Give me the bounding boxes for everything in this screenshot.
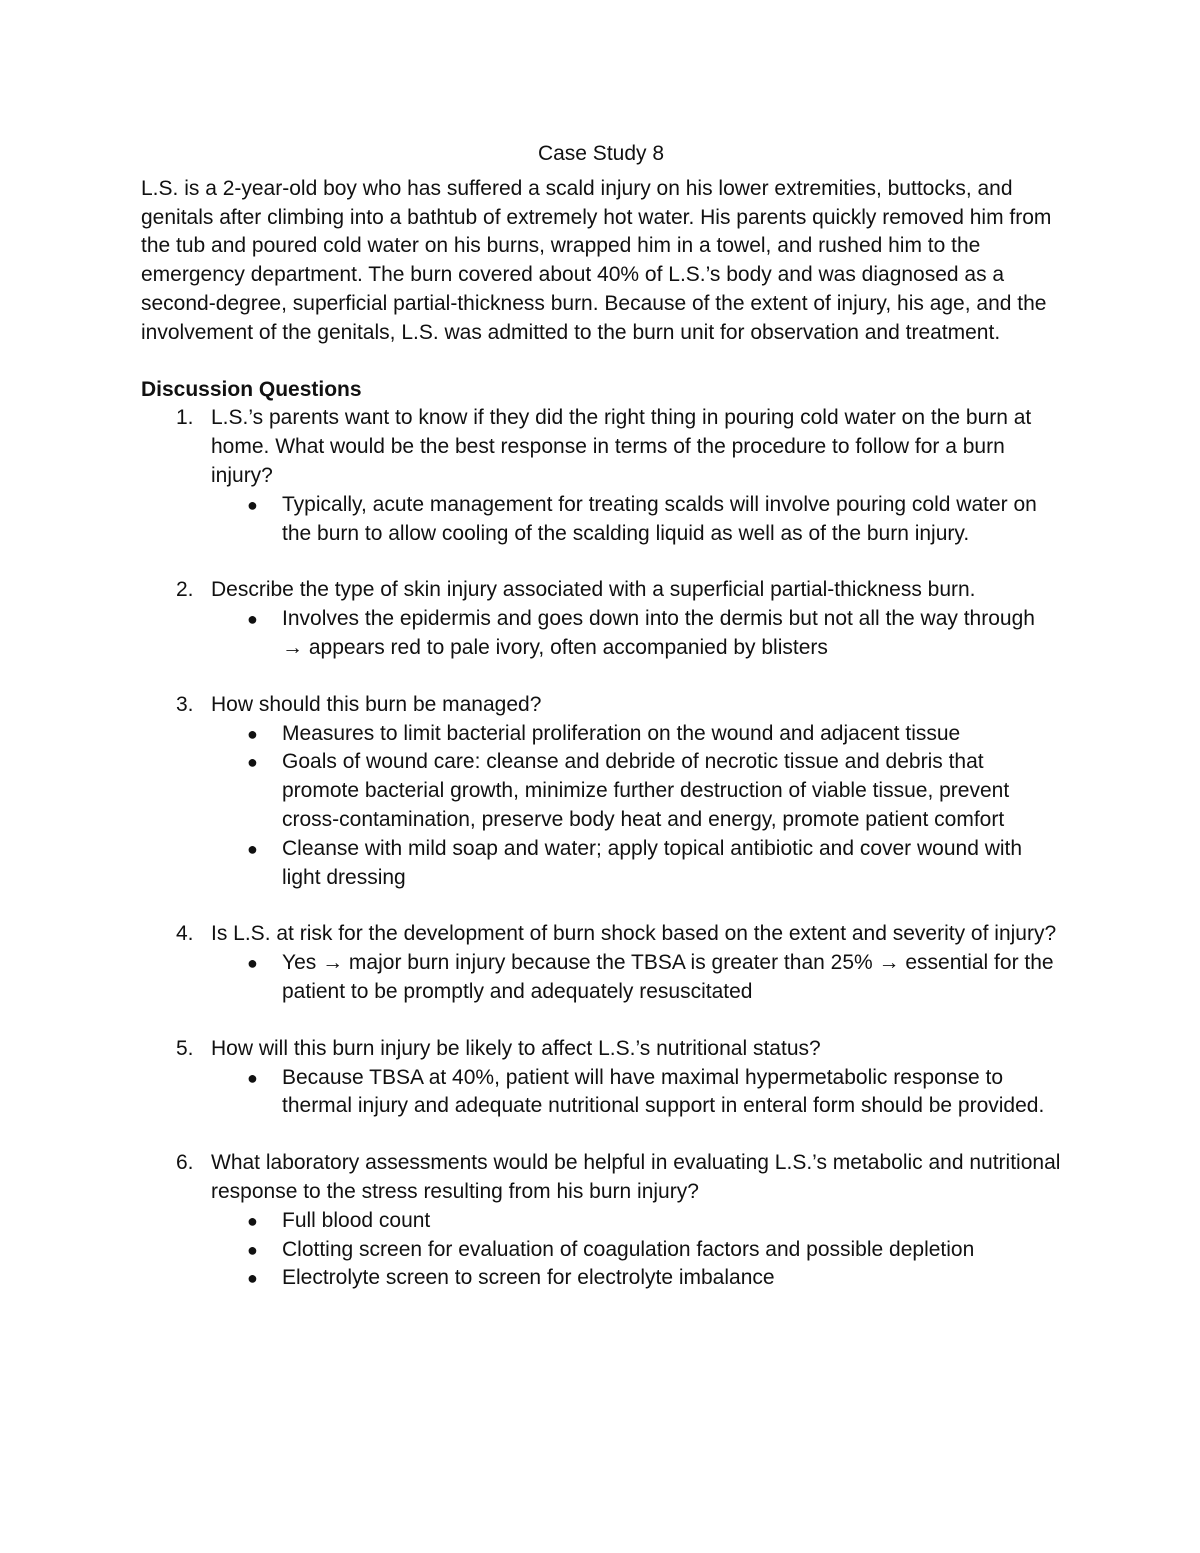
bullet-icon: ● [247,838,258,859]
bullet-icon: ● [247,1210,258,1231]
question-text: How should this burn be managed? [211,692,542,716]
answer-item [211,720,1061,749]
answer-text: Typically, acute management for treating scalds will involve pouring cold water on the burn to allow cooling of the scalding liquid as well as of the burn injury. [282,492,1037,545]
question-number: 6. [176,1151,194,1175]
bullet-icon: ● [247,1239,258,1260]
question-item [141,1149,1061,1293]
answer-item [211,1236,1061,1265]
question-number: 3. [176,692,194,716]
answer-text: Clotting screen for evaluation of coagulation factors and possible depletion [282,1237,975,1261]
document-page [141,140,1061,1293]
question-item [141,1035,1061,1121]
answer-item [211,1064,1061,1122]
question-number: 5. [176,1036,194,1060]
questions-list [141,404,1061,1293]
answer-item [211,1264,1061,1293]
answer-text: Measures to limit bacterial proliferation on the wound and adjacent tissue [282,721,961,745]
answer-list [211,1207,1061,1293]
answer-text: Because TBSA at 40%, patient will have maximal hypermetabolic response to thermal injury and adequate nutritional support in enteral form should be provided. [282,1065,1045,1118]
question-item [141,691,1061,893]
answer-item [211,491,1061,549]
question-number: 4. [176,922,194,946]
page-title: Case Study 8 [537,142,665,165]
answer-item [211,748,1061,834]
answer-text: Electrolyte screen to screen for electrolyte imbalance [282,1266,775,1290]
question-item [141,404,1061,548]
bullet-icon: ● [247,494,258,515]
question-text: How will this burn injury be likely to affect L.S.’s nutritional status? [211,1036,821,1060]
answer-text: Involves the epidermis and goes down into the dermis but not all the way through → appears red to pale ivory, often accompanied by blisters [282,607,1035,659]
question-item [141,576,1061,662]
answer-text: Yes → major burn injury because the TBSA is greater than 25% → essential for the patient to be promptly and adequately resuscitated [282,951,1054,1003]
bullet-icon: ● [247,609,258,630]
answer-list [211,720,1061,893]
answer-text: Goals of wound care: cleanse and debride of necrotic tissue and debris that promote bacterial growth, minimize further destruction of viable tissue, prevent cross-contamination, preserve body heat and energy, promote patient comfort [282,750,1010,831]
answer-item [211,605,1061,663]
answer-text: Full blood count [282,1208,431,1232]
answer-item [211,1207,1061,1236]
answer-text: Cleanse with mild soap and water; apply topical antibiotic and cover wound with light dressing [282,836,1023,889]
answer-list [211,1064,1061,1122]
question-text: What laboratory assessments would be helpful in evaluating L.S.’s metabolic and nutritional response to the stress resulting from his burn injury? [211,1151,1061,1203]
bullet-icon: ● [247,953,258,974]
bullet-icon: ● [247,723,258,744]
question-number: 1. [176,406,194,430]
question-text: Is L.S. at risk for the development of burn shock based on the extent and severity of injury? [211,922,1057,946]
bullet-icon: ● [247,1268,258,1289]
answer-list [211,605,1061,663]
question-item [141,920,1061,1006]
bullet-icon: ● [247,1067,258,1088]
answer-list [211,949,1061,1007]
question-text: L.S.’s parents want to know if they did the right thing in pouring cold water on the burn at home. What would be the best response in terms of the procedure to follow for a burn injury? [211,406,1032,487]
question-text: Describe the type of skin injury associated with a superficial partial-thickness burn. [211,578,976,602]
case-intro-paragraph: L.S. is a 2-year-old boy who has suffered a scald injury on his lower extremities, buttocks, and genitals after climbing into a bathtub of extremely hot water. His parents quickly removed him from the tub and poured cold water on his burns, wrapped him in a towel, and rushed him to the emergency department. The burn covered about 40% of L.S.’s body and was diagnosed as a second-degree, superficial partial-thickness burn. Because of the extent of injury, his age, and the involvement of the genitals, L.S. was admitted to the burn unit for observation and treatment. [141,176,1052,344]
discussion-questions-heading: Discussion Questions [141,377,362,401]
question-number: 2. [176,578,194,602]
answer-item [211,949,1061,1007]
answer-list [211,491,1061,549]
bullet-icon: ● [247,752,258,773]
answer-item [211,835,1061,893]
